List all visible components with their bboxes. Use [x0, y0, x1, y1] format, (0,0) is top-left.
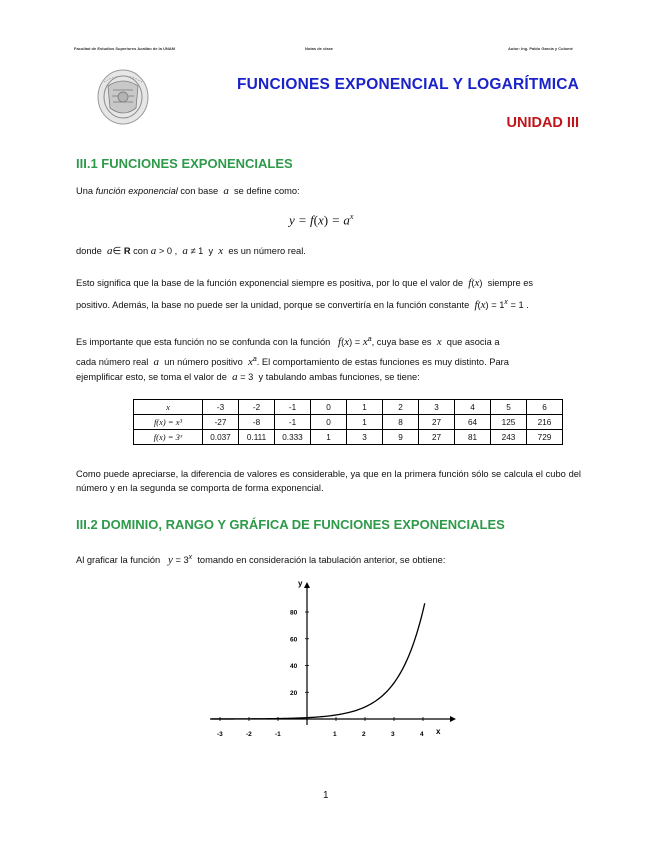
- exponential-curve: [211, 603, 424, 719]
- table-cell: 81: [455, 430, 491, 445]
- table-cell: 0.333: [275, 430, 311, 445]
- text: y: [208, 246, 214, 256]
- x-tick-label: 2: [362, 731, 366, 738]
- table-cell: -27: [203, 415, 239, 430]
- table-cell: 27: [419, 430, 455, 445]
- text: Una: [76, 186, 96, 196]
- x-tick-label: -2: [246, 731, 252, 738]
- paragraph-where: donde a∈ R con a > 0 , a ≠ 1 y x es un número real.: [76, 245, 306, 257]
- y-tick-label: 60: [290, 636, 298, 644]
- text: se define como:: [234, 186, 300, 196]
- text: Es importante que esta función no se confunda con la función: [76, 337, 331, 348]
- x-axis-arrow: [450, 716, 456, 722]
- text: . El comportamiento de estas funciones es muy distinto. Para: [256, 357, 509, 368]
- table-cell: -1: [275, 415, 311, 430]
- x-axis-label: x: [436, 727, 441, 736]
- text: con: [133, 246, 149, 256]
- y-axis-arrow: [304, 582, 310, 588]
- y-axis-label: y: [298, 579, 303, 588]
- text: con base: [177, 186, 219, 196]
- table-cell: 27: [419, 415, 455, 430]
- text-emphasis: función exponencial: [95, 186, 178, 196]
- table-cell: -8: [239, 415, 275, 430]
- unit-title: UNIDAD III: [506, 115, 579, 131]
- text: siempre es: [487, 278, 534, 288]
- table-header-cell: -2: [239, 400, 275, 415]
- values-table: [133, 399, 563, 445]
- text: y tabulando ambas funciones, se tiene:: [258, 372, 420, 383]
- table-cell: 0: [311, 415, 347, 430]
- table-cell: 125: [491, 415, 527, 430]
- paragraph-definition: Una función exponencial con base a se define como:: [76, 185, 300, 197]
- text: ejemplificar esto, se toma el valor de: [76, 372, 227, 383]
- document-title: FUNCIONES EXPONENCIAL Y LOGARÍTMICA: [236, 76, 579, 93]
- text: Al graficar la función: [76, 555, 161, 566]
- table-cell: 64: [455, 415, 491, 430]
- text: , cuya base es: [371, 337, 432, 348]
- text: Esto significa que la base de la función exponencial siempre es positiva, por lo que el valor de: [76, 278, 464, 288]
- header-center: Notas de clase: [305, 46, 334, 51]
- x-tick-label: 3: [391, 731, 395, 738]
- text: positivo. Además, la base no puede ser la unidad, porque se convertiría en la función constante: [76, 300, 470, 311]
- table-cell: 216: [527, 415, 563, 430]
- table-row-label: f(x) = x³: [134, 415, 203, 430]
- table-header-cell: -3: [203, 400, 239, 415]
- x-tick-label: -1: [275, 731, 281, 738]
- y-tick-label: 80: [290, 609, 298, 617]
- paragraph-graph-intro: Al graficar la función $y = 3^x$ tomando en consideración la tabulación anterior, se obtiene:: [76, 554, 446, 567]
- paragraph-positive-base: Esto significa que la base de la función exponencial siempre es positiva, por lo que el valor de f(x) siempre es positivo. Además, la base no puede ser la unidad, porque se convertiría en la función constante $f(x) = 1^x = 1$ .: [76, 277, 534, 312]
- table-cell: 0.037: [203, 430, 239, 445]
- text: es un número real.: [228, 246, 306, 256]
- table-cell: 1: [347, 415, 383, 430]
- text: cada número real: [76, 357, 149, 368]
- table-row: [134, 415, 563, 430]
- y-tick-label: 20: [290, 689, 298, 697]
- table-cell: 729: [527, 430, 563, 445]
- table-cell: 0.111: [239, 430, 275, 445]
- page-number: 1: [323, 790, 329, 801]
- university-seal-logo: [96, 68, 150, 126]
- table-row: [134, 430, 563, 445]
- table-header-cell: 4: [455, 400, 491, 415]
- x-tick-label: 4: [420, 731, 424, 738]
- table-header-cell: 5: [491, 400, 527, 415]
- exponential-graph: [200, 570, 460, 750]
- table-cell: 1: [311, 430, 347, 445]
- paragraph-comparison: Es importante que esta función no se confunda con la función $f(x) = x^a$, cuya base es x que asocia a cada número real a un número positivo $x^a$. El comportamiento de estas funciones es muy distinto. Para ejemplificar esto, se toma el valor de a = 3 y tabulando ambas funciones, se tiene:: [76, 336, 509, 384]
- table-row: [134, 400, 563, 415]
- text: donde: [76, 246, 102, 256]
- table-header-cell: 2: [383, 400, 419, 415]
- paragraph-conclusion: Como puede apreciarse, la diferencia de valores es considerable, ya que en la primera función sólo se calcula el cubo del número y en la segunda se comporta de forma exponencial.: [76, 469, 581, 493]
- section-1-heading: III.1 FUNCIONES EXPONENCIALES: [76, 156, 293, 171]
- table-row-label: f(x) = 3ˣ: [134, 430, 203, 445]
- table-header-cell: 6: [527, 400, 563, 415]
- x-tick-label: 1: [333, 731, 337, 738]
- formula-definition: $y = f(x) = a^x$: [289, 212, 354, 228]
- table-header-cell: -1: [275, 400, 311, 415]
- table-header-variable: x: [134, 400, 203, 415]
- table-cell: 9: [383, 430, 419, 445]
- text: que asocia a: [446, 337, 500, 348]
- header-left: Facultad de Estudios Superiores Acatlán de la UNAM: [74, 46, 175, 51]
- y-tick-label: 40: [290, 663, 298, 670]
- text: un número positivo: [164, 357, 243, 368]
- x-tick-label: -3: [217, 731, 223, 738]
- table-cell: 3: [347, 430, 383, 445]
- header-right: Autor: Ing. Pablo García y Colomé: [508, 46, 573, 51]
- table-header-cell: 1: [347, 400, 383, 415]
- table-cell: 243: [491, 430, 527, 445]
- section-2-heading: III.2 DOMINIO, RANGO Y GRÁFICA DE FUNCIONES EXPONENCIALES: [76, 517, 505, 532]
- table-header-cell: 0: [311, 400, 347, 415]
- table-cell: 8: [383, 415, 419, 430]
- text: tomando en consideración la tabulación anterior, se obtiene:: [197, 555, 446, 566]
- table-header-cell: 3: [419, 400, 455, 415]
